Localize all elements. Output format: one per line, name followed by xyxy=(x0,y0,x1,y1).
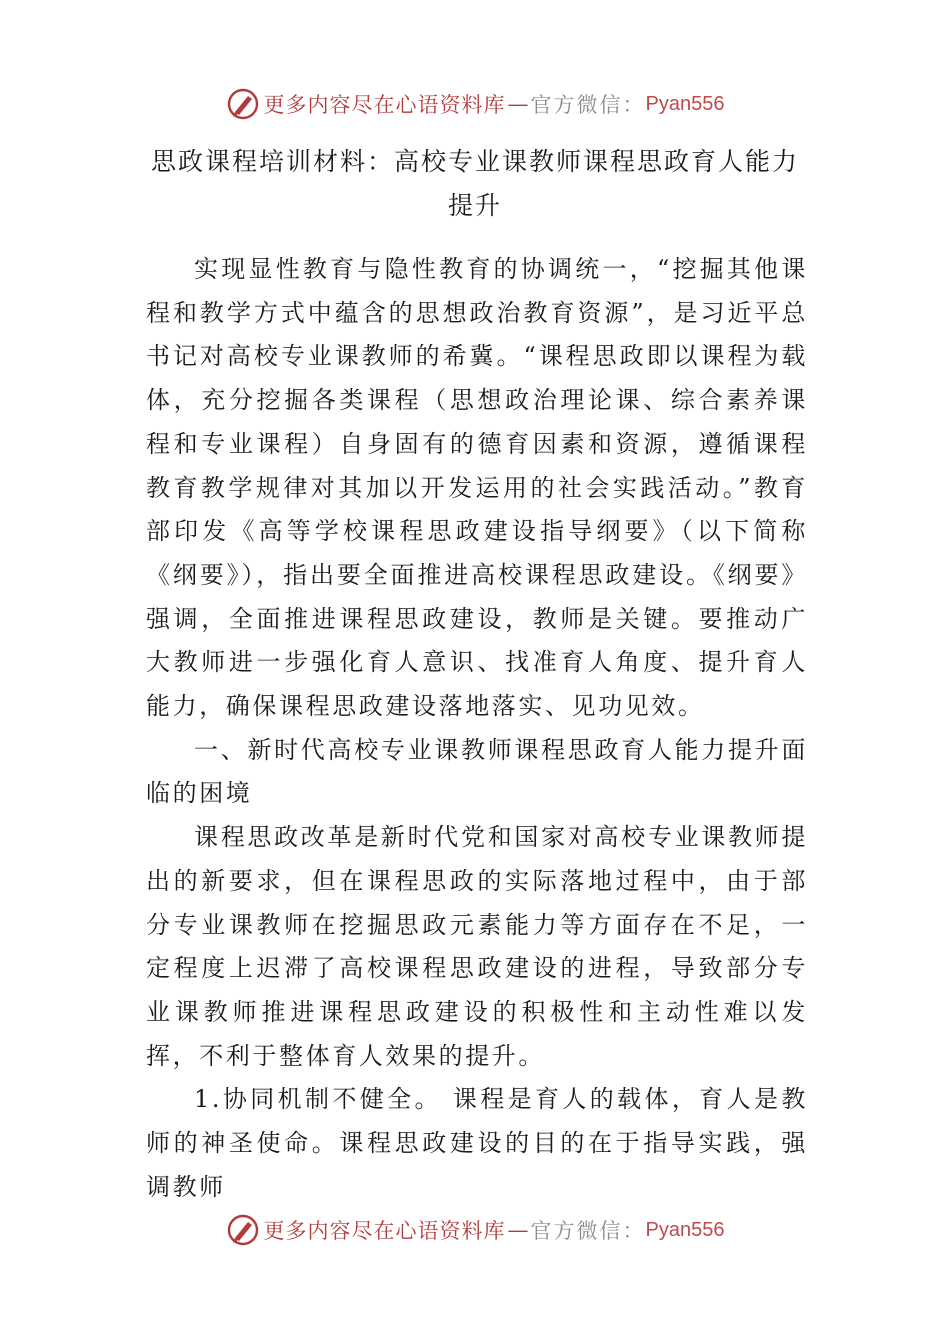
footer-banner xyxy=(0,1210,950,1250)
document-title: 思政课程培训材料：高校专业课教师课程思政育人能力提升 xyxy=(150,147,799,220)
banner-wechat-id: Pyan556 xyxy=(645,92,725,115)
banner-slogan: 更多内容尽在心语资料库 xyxy=(263,93,506,117)
banner-slogan: 更多内容尽在心语资料库 xyxy=(263,1219,506,1243)
banner-separator: — xyxy=(507,92,529,116)
paragraph: 课程思政改革是新时代党和国家对高校专业课教师提出的新要求，但在课程思政的实际落地过程中，由于部分专业课教师在挖掘思政元素能力等方面存在不足，一定程度上迟滞了高校课程思政建设的进程，导致部分专业课教师推进课程思政建设的积极性和主动性难以发挥，不利于整体育人效果的提升。 xyxy=(146,823,808,1070)
banner-wechat-label: 官方微信： xyxy=(530,93,646,117)
banner-wechat-label: 官方微信： xyxy=(530,1219,646,1243)
document-body xyxy=(146,248,808,1209)
banner-separator: — xyxy=(507,1218,529,1242)
paragraph: 实现显性教育与隐性教育的协调统一，“挖掘其他课程和教学方式中蕴含的思想政治教育资源”，是习近平总书记对高校专业课教师的希冀。“课程思政即以课程为载体，充分挖掘各类课程（思想政治理论课、综合素养课程和专业课程）自身固有的德育因素和资源，遵循课程教育教学规律对其加以开发运用的社会实践活动。”教育部印发《高等学校课程思政建设指导纲要》（以下简称《纲要》），指出要全面推进高校课程思政建设。《纲要》强调，全面推进课程思政建设，教师是关键。要推动广大教师进一步强化育人意识、找准育人角度、提升育人能力，确保课程思政建设落地落实、见功见效。 xyxy=(146,255,808,721)
header-banner xyxy=(0,84,950,124)
section-heading: 一、新时代高校专业课教师课程思政育人能力提升面临的困境 xyxy=(146,735,808,808)
pen-logo-icon xyxy=(226,1213,260,1247)
banner-wechat-id: Pyan556 xyxy=(645,1218,725,1241)
paragraph: 1.协同机制不健全。 课程是育人的载体，育人是教师的神圣使命。课程思政建设的目的在于指导实践，强调教师 xyxy=(146,1085,808,1201)
pen-logo-icon xyxy=(226,87,260,121)
